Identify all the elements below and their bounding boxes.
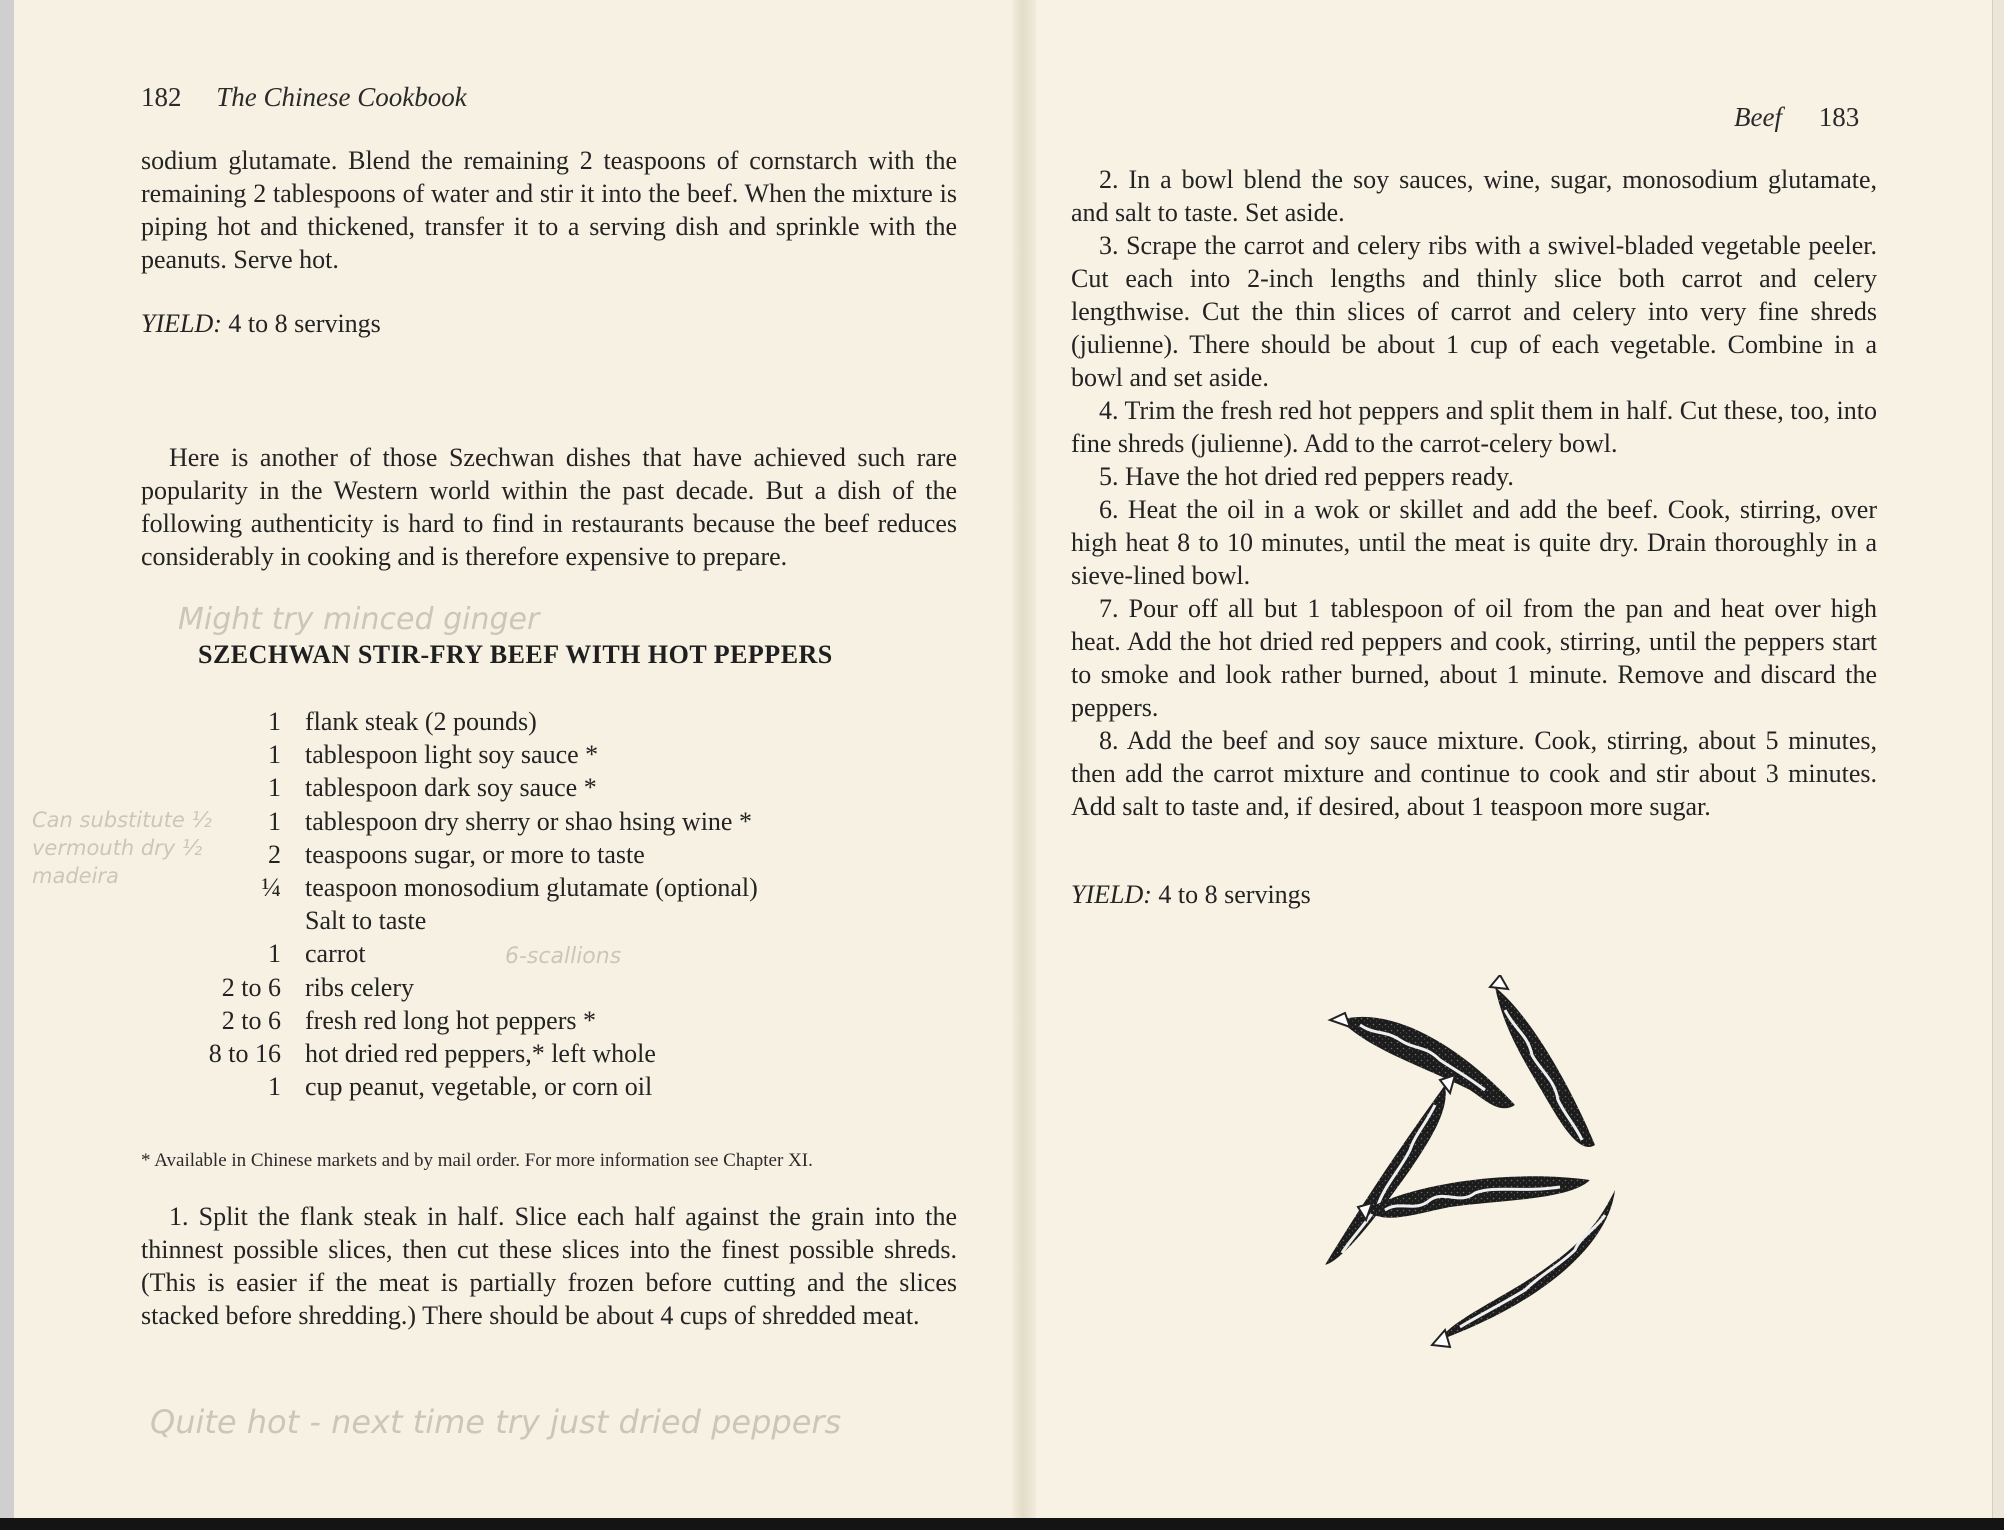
left-yield-label: YIELD: <box>141 309 222 338</box>
pepper-2-icon <box>1490 975 1595 1147</box>
ingredient-quantity: 1 <box>268 806 281 836</box>
ingredient-item: hot dried red peppers,* left whole <box>305 1039 656 1068</box>
step-2: 2. In a bowl blend the soy sauces, wine, sugar, monosodium glutamate, and salt to taste. Set aside. <box>1071 165 1877 227</box>
left-page-number: 182 <box>141 82 182 112</box>
handwritten-note-bottom: Quite hot - next time try just dried peppers <box>150 1403 842 1441</box>
ingredient-item: ribs celery <box>305 972 415 1002</box>
ingredient-row <box>175 973 735 1006</box>
right-yield-label: YIELD: <box>1071 880 1152 909</box>
ingredient-row <box>175 707 735 740</box>
ingredient-item: teaspoon monosodium glutamate (optional) <box>305 873 758 902</box>
pepper-5-icon <box>1432 1190 1615 1347</box>
handwritten-note-substitute: Can substitute ½ vermouth dry ½ madeira <box>32 808 212 888</box>
ingredient-row <box>175 840 735 873</box>
recipe-title: SZECHWAN STIR-FRY BEEF WITH HOT PEPPERS <box>198 640 833 669</box>
step-3: 3. Scrape the carrot and celery ribs with a swivel-bladed vegetable peeler. Cut each into 2-inch lengths and thinly slice both carrot and celery lengthwise. Cut the thin slices of carrot and celery into very fine shreds (julienne). There should be about 1 cup of each vegetable. Combine in a bowl and set aside. <box>1071 231 1877 392</box>
ingredient-item: fresh red long hot peppers * <box>305 1005 596 1035</box>
ingredient-item: tablespoon dry sherry or shao hsing wine * <box>305 806 752 836</box>
ingredient-row <box>175 806 752 840</box>
step-5: 5. Have the hot dried red peppers ready. <box>1099 462 1514 491</box>
ingredient-row <box>175 1006 735 1039</box>
continuation-paragraph: sodium glutamate. Blend the remaining 2 teaspoons of cornstarch with the remaining 2 tablespoons of water and stir it into the beef. When the mixture is piping hot and thickened, transfer it to a serving dish and sprinkle with the peanuts. Serve hot. <box>141 146 957 274</box>
ingredient-item: teaspoons sugar, or more to taste <box>305 839 645 869</box>
right-yield-value: 4 to 8 servings <box>1158 880 1311 909</box>
ingredient-row <box>175 1039 735 1072</box>
ingredient-item: carrot <box>305 939 366 969</box>
book-gutter <box>1012 0 1036 1518</box>
section-name: Beef <box>1734 102 1782 132</box>
left-yield <box>141 309 381 339</box>
handwritten-note-ginger: Might try minced ginger <box>178 602 540 637</box>
ingredient-item: flank steak (2 pounds) <box>305 707 537 736</box>
ingredient-row <box>175 873 758 906</box>
page-edge-right <box>1992 0 2004 1518</box>
left-page-header <box>141 82 467 113</box>
intro-paragraph: Here is another of those Szechwan dishes that have achieved such rare popularity in the Western world within the past decade. But a dish of the following authenticity is hard to find in restaurants because the beef reduces considerably in cooking and is therefore expensive to prepare. <box>141 443 957 571</box>
step-4: 4. Trim the fresh red hot peppers and split them in half. Cut these, too, into fine shreds (julienne). Add to the carrot-celery bowl. <box>1071 396 1877 458</box>
running-title: The Chinese Cookbook <box>216 82 467 112</box>
right-page-header <box>1734 102 1859 133</box>
pepper-3-icon <box>1325 1075 1455 1265</box>
ingredient-quantity: 1 <box>268 939 281 969</box>
steps-list <box>1071 163 1877 823</box>
ingredient-item: tablespoon dark soy sauce * <box>305 773 597 803</box>
ingredient-quantity: 1 <box>268 740 281 770</box>
ingredient-item: tablespoon light soy sauce * <box>305 740 599 770</box>
scanner-edge-bottom <box>0 1518 2004 1530</box>
hot-peppers-illustration <box>1300 975 1640 1350</box>
pepper-1-icon <box>1330 1013 1515 1108</box>
ingredient-quantity: 2 <box>268 839 281 869</box>
ingredient-item: cup peanut, vegetable, or corn oil <box>305 1072 653 1102</box>
step-6: 6. Heat the oil in a wok or skillet and add the beef. Cook, stirring, over high heat 8 to 10 minutes, until the meat is quite dry. Drain thoroughly in a sieve-lined bowl. <box>1071 495 1877 590</box>
step-1-paragraph: 1. Split the flank steak in half. Slice each half against the grain into the thinnest possible slices, then cut these slices into the finest possible shreds. (This is easier if the meat is partially frozen before cutting and the slices stacked before shredding.) There should be about 4 cups of shredded meat. <box>141 1202 957 1330</box>
footnote: * Available in Chinese markets and by mail order. For more information see Chapter XI. <box>141 1150 813 1171</box>
ingredient-row <box>175 773 735 806</box>
ingredient-row <box>175 1072 735 1105</box>
ingredient-quantity: ¼ <box>261 873 281 902</box>
step-8: 8. Add the beef and soy sauce mixture. Cook, stirring, about 5 minutes, then add the carrot mixture and continue to cook and stir about 3 minutes. Add salt to taste and, if desired, about 1 teaspoon more sugar. <box>1071 726 1877 821</box>
ingredient-item: Salt to taste <box>305 906 427 936</box>
ingredient-quantity: 8 to 16 <box>208 1039 281 1068</box>
ingredient-quantity: 2 to 6 <box>221 1005 281 1035</box>
ingredient-row <box>175 740 735 773</box>
right-yield <box>1071 880 1311 910</box>
ingredient-quantity: 1 <box>268 773 281 803</box>
ingredient-quantity: 2 to 6 <box>221 972 281 1002</box>
step-7: 7. Pour off all but 1 tablespoon of oil from the pan and heat over high heat. Add the hot dried red peppers and cook, stirring, until the peppers start to smoke and look rather burned, about 1 minute. Remove and discard the peppers. <box>1071 594 1877 722</box>
ingredient-row <box>175 939 735 972</box>
handwritten-note-scallions: 6-scallions <box>505 944 622 969</box>
right-page-number: 183 <box>1818 102 1860 132</box>
ingredient-row <box>175 906 735 939</box>
ingredient-quantity: 1 <box>268 1072 281 1102</box>
scanner-edge-left <box>0 0 14 1518</box>
left-yield-value: 4 to 8 servings <box>228 309 381 338</box>
ingredient-quantity: 1 <box>268 707 281 736</box>
